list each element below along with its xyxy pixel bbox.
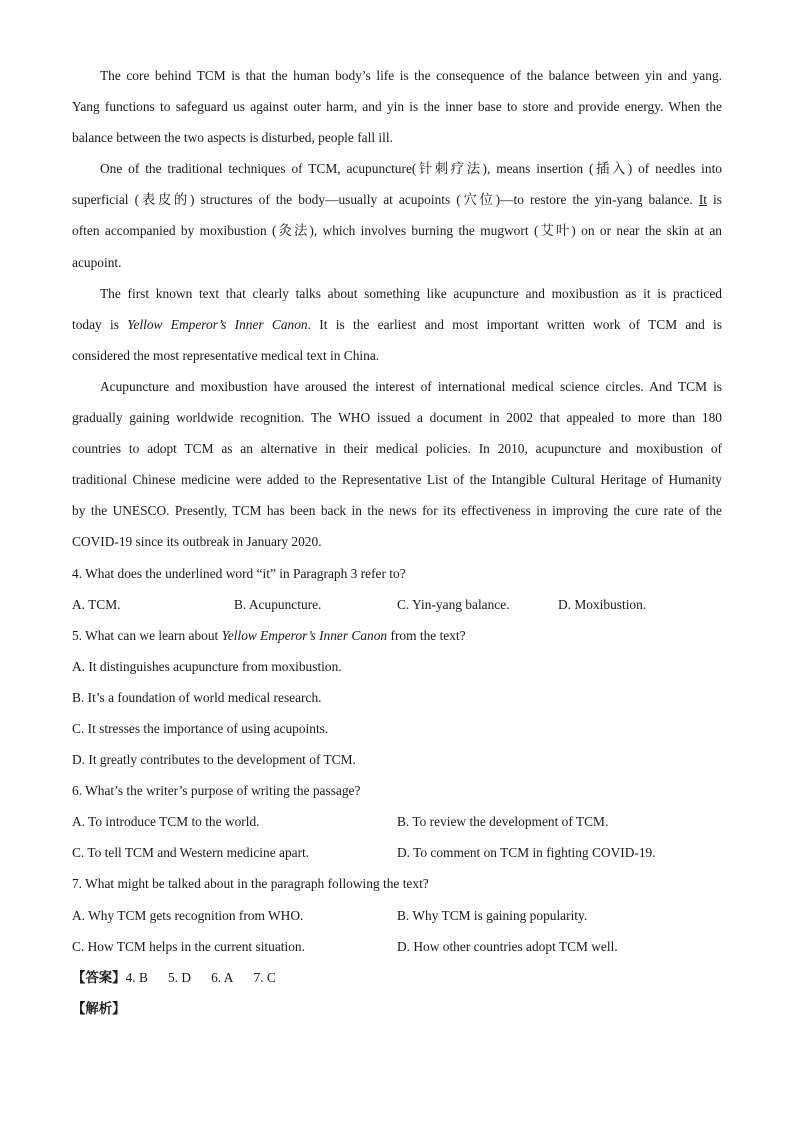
option-a[interactable]: A. It distinguishes acupuncture from moxibustion.: [72, 658, 342, 674]
text-line: often accompanied by moxibustion (灸法), which involves burning the mugwort (艾叶) on or near the skin at an: [72, 223, 722, 239]
paragraph-1: [72, 60, 722, 153]
options-row: [72, 931, 722, 962]
option-a[interactable]: A. TCM.: [72, 596, 121, 612]
book-title: Yellow Emperor’s Inner Canon: [127, 316, 308, 332]
text-line: gradually gaining worldwide recognition. The WHO issued a document in 2002 that appealed to more than 180: [72, 410, 722, 426]
paragraph-4: [72, 371, 722, 558]
text-line: considered the most representative medical text in China.: [72, 347, 380, 363]
text-line: Acupuncture and moxibustion have aroused the interest of international medical science circles. And TCM is: [100, 378, 722, 394]
text-span: . It is the earliest and most important written work of TCM and is: [307, 316, 722, 332]
options-row: [72, 837, 722, 868]
option-b[interactable]: B. Why TCM is gaining popularity.: [397, 907, 588, 923]
option-d[interactable]: D. It greatly contributes to the development of TCM.: [72, 752, 356, 768]
text-line: The first known text that clearly talks about something like acupuncture and moxibustion as it is practiced: [100, 285, 722, 301]
text-line: [72, 309, 722, 340]
option-b[interactable]: B. It’s a foundation of world medical research.: [72, 689, 322, 705]
document-page: [72, 60, 722, 1024]
text-line: acupoint.: [72, 254, 122, 270]
text-line: traditional Chinese medicine were added to the Representative List of the Intangible Cultural Heritage of Humanity: [72, 472, 722, 488]
analysis-line: [72, 993, 722, 1024]
text-line: [72, 184, 722, 215]
question-stem: 7. What might be talked about in the paragraph following the text?: [72, 876, 429, 892]
text-span: superficial (表皮的) structures of the body—usually at acupoints (穴位)—to restore the yin-yang balance.: [72, 192, 699, 208]
question-4: [72, 558, 722, 620]
option-d[interactable]: D. To comment on TCM in fighting COVID-19.: [397, 845, 656, 861]
option-d[interactable]: D. Moxibustion.: [558, 596, 647, 612]
option-c[interactable]: C. To tell TCM and Western medicine apart.: [72, 845, 310, 861]
question-stem: 6. What’s the writer’s purpose of writing the passage?: [72, 783, 361, 799]
text-span: today is: [72, 316, 128, 332]
question-5: [72, 620, 722, 775]
text-line: Yang functions to safeguard us against outer harm, and yin is the inner base to store and provide energy. When the: [72, 99, 722, 115]
text-line: One of the traditional techniques of TCM, acupuncture(针刺疗法), means insertion (插入) of needles into: [100, 161, 722, 177]
text-line: balance between the two aspects is disturbed, people fall ill.: [72, 130, 393, 146]
option-b[interactable]: B. Acupuncture.: [234, 596, 322, 612]
analysis-label: 【解析】: [72, 1000, 126, 1016]
book-title: Yellow Emperor’s Inner Canon: [221, 627, 388, 643]
question-stem: 4. What does the underlined word “it” in Paragraph 3 refer to?: [72, 565, 406, 581]
answer-line: [72, 962, 722, 993]
text-line: countries to adopt TCM as an alternative in their medical policies. In 2010, acupuncture and moxibustion of: [72, 441, 722, 457]
option-a[interactable]: A. To introduce TCM to the world.: [72, 814, 260, 830]
text-line: The core behind TCM is that the human body’s life is the consequence of the balance between yin and yang.: [100, 68, 722, 83]
text-span: from the text?: [387, 627, 466, 643]
text-span: is: [707, 192, 722, 208]
options-row: [72, 900, 722, 931]
answer-label: 【答案】: [72, 969, 126, 985]
option-c[interactable]: C. How TCM helps in the current situation.: [72, 938, 305, 954]
text-line: by the UNESCO. Presently, TCM has been back in the news for its effectiveness in improving the cure rate of the: [72, 503, 722, 519]
option-b[interactable]: B. To review the development of TCM.: [397, 814, 609, 830]
option-c[interactable]: C. It stresses the importance of using acupoints.: [72, 720, 329, 736]
paragraph-3: [72, 278, 722, 371]
text-span: 5. What can we learn about: [72, 627, 222, 643]
question-6: [72, 775, 722, 868]
option-c[interactable]: C. Yin-yang balance.: [397, 596, 510, 612]
answer-values: 4. B 5. D 6. A 7. C: [125, 969, 276, 985]
paragraph-2: [72, 153, 722, 277]
option-d[interactable]: D. How other countries adopt TCM well.: [397, 938, 618, 954]
options-row: [72, 806, 722, 837]
underlined-word-it: It: [698, 192, 707, 208]
text-line: COVID-19 since its outbreak in January 2020.: [72, 534, 322, 550]
question-7: [72, 868, 722, 961]
question-stem: [72, 620, 722, 651]
options-row: [72, 589, 722, 620]
option-a[interactable]: A. Why TCM gets recognition from WHO.: [72, 907, 304, 923]
